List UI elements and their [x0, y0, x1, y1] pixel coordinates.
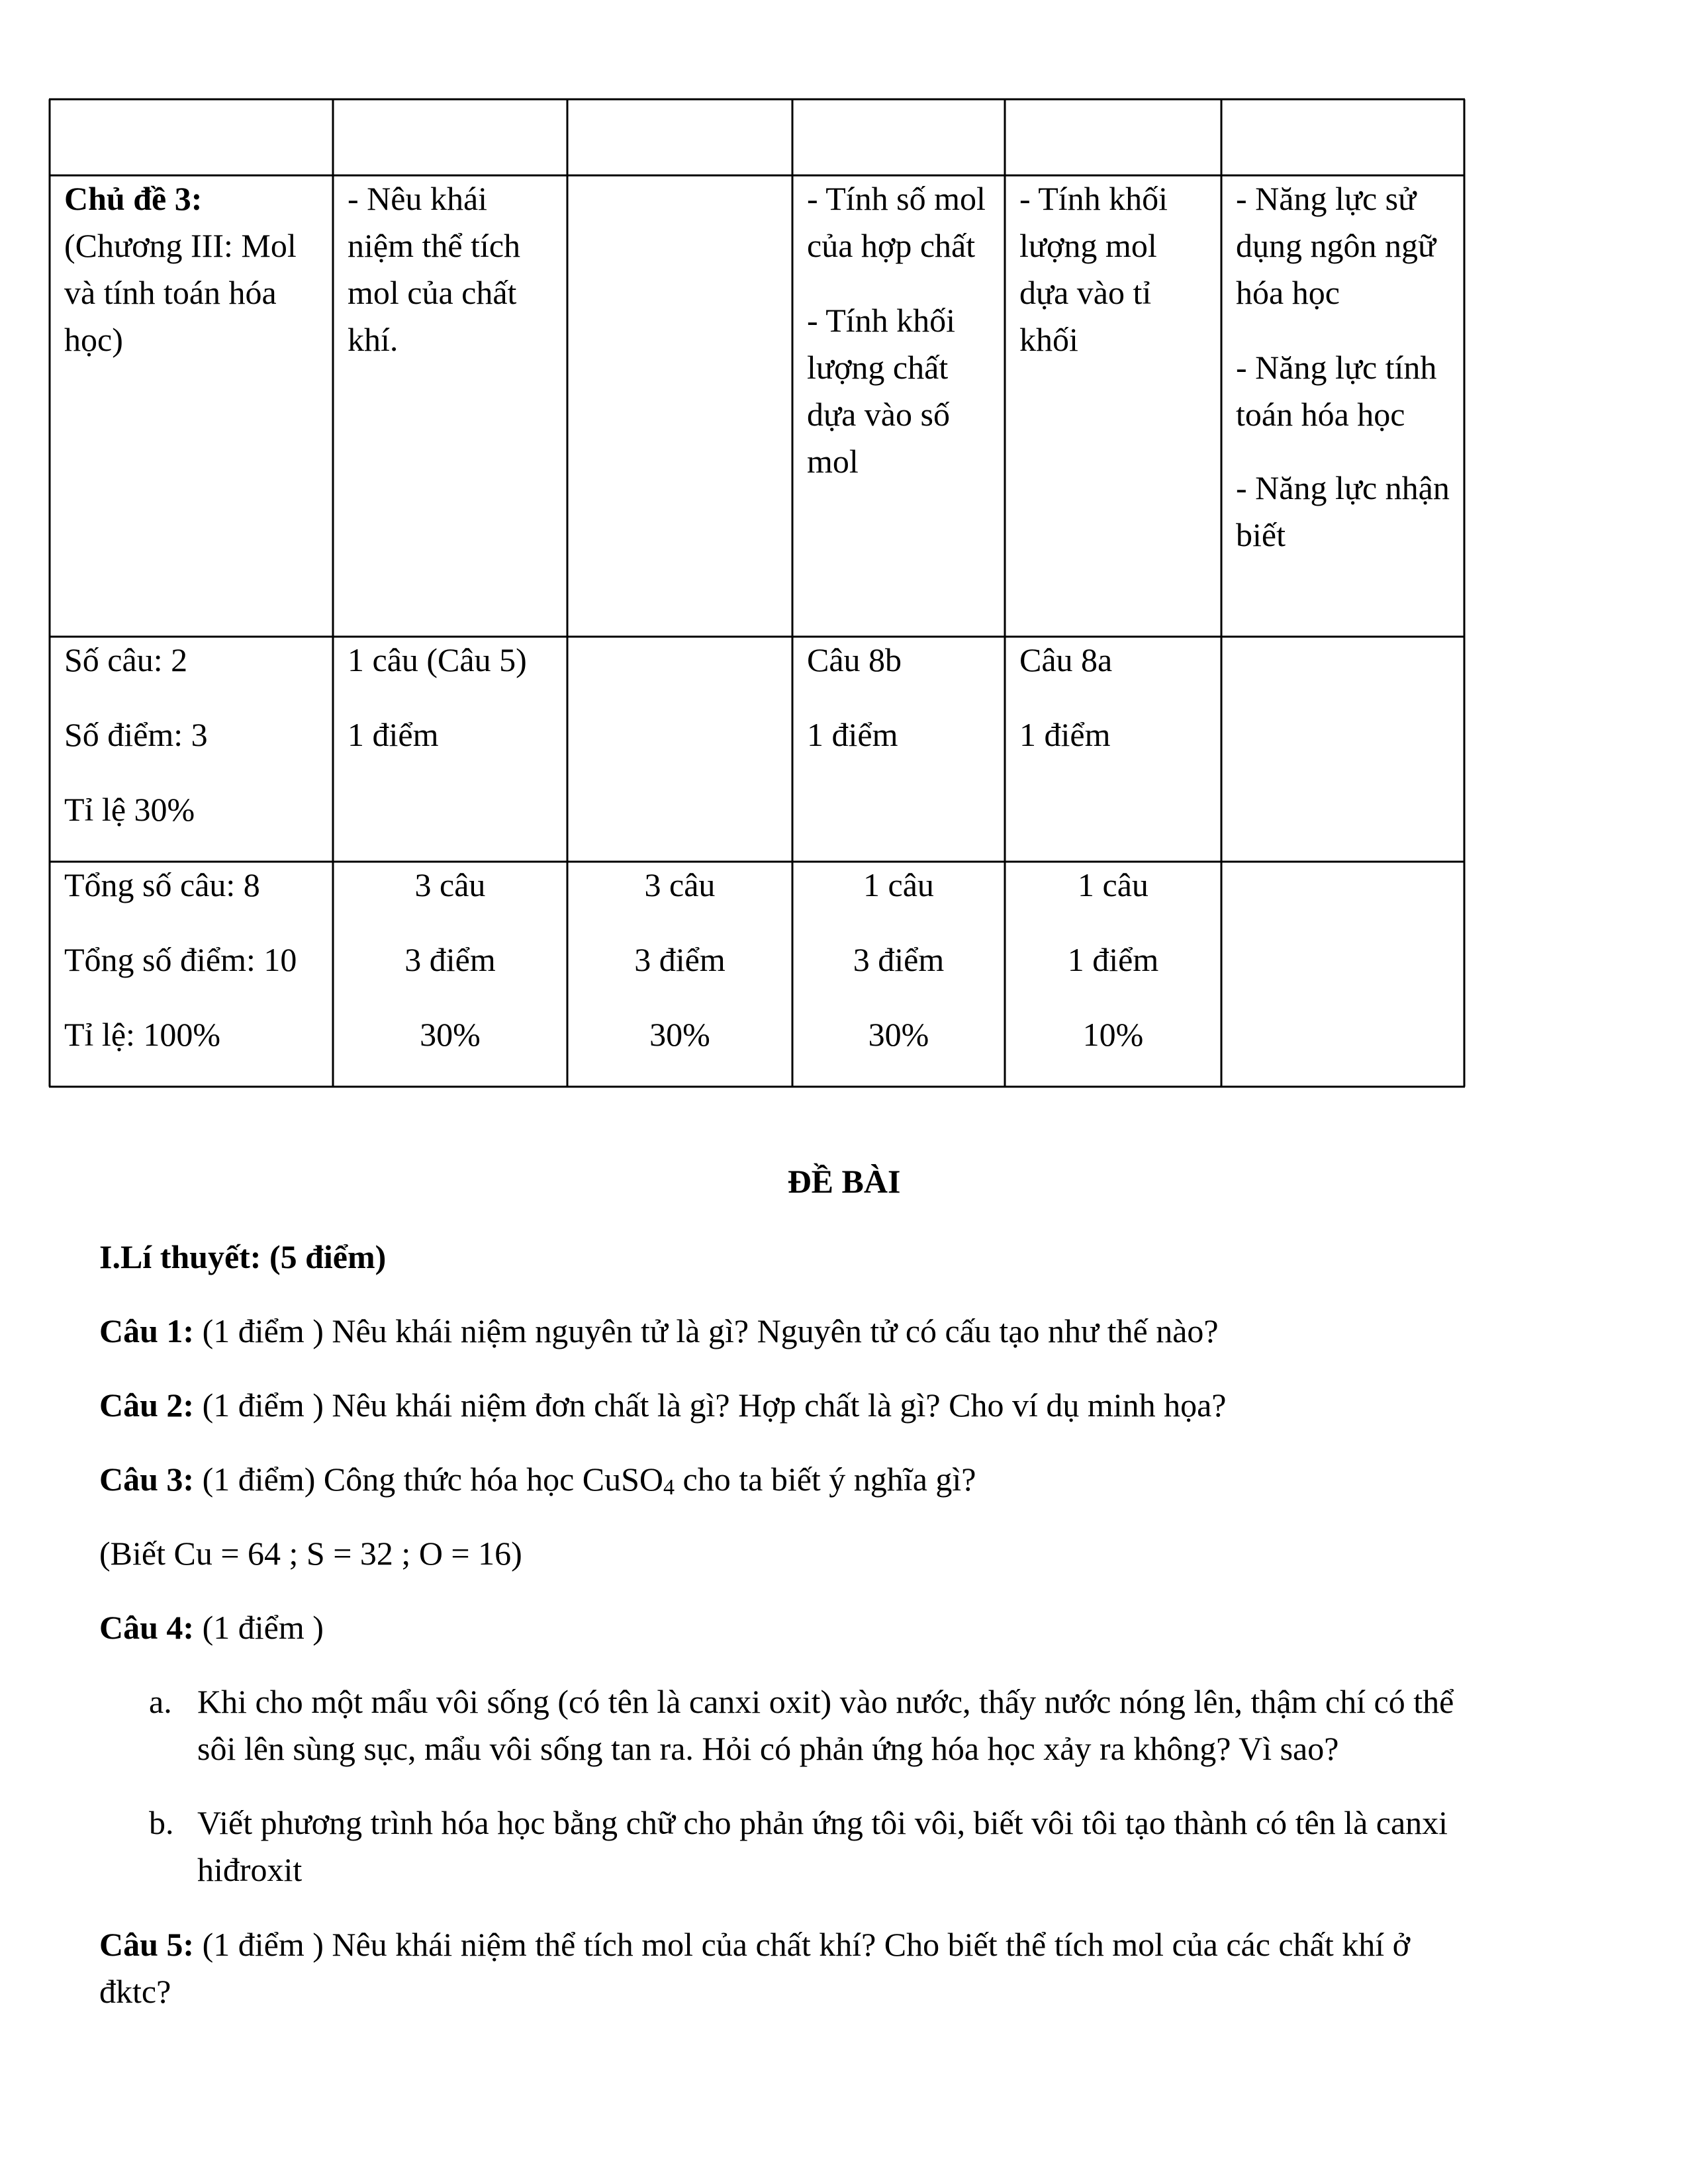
question-ref: Câu 8b — [807, 641, 902, 678]
competence-item: - Năng lực nhận biết — [1236, 469, 1450, 553]
total-score: Tổng số điểm: 10 — [64, 941, 297, 978]
total-ratio: 30% — [649, 1016, 710, 1053]
total-questions: 1 câu — [863, 866, 934, 903]
question-text: (1 điểm ) Nêu khái niệm thể tích mol của chất khí? Cho biết thể tích mol của các chất khí ở — [194, 1926, 1411, 1963]
count-summary-cell — [64, 637, 329, 833]
question-label: Câu 1: — [99, 1312, 195, 1349]
topic-description: (Chương III: Mol và tính toán hóa học) — [64, 227, 297, 358]
question-3 — [99, 1456, 976, 1503]
list-marker-b: b. — [149, 1804, 174, 1841]
question-1 — [99, 1308, 1219, 1355]
count-knowledge-cell — [348, 637, 566, 758]
topic-apply-cell — [807, 175, 999, 485]
question-4a — [197, 1678, 1574, 1772]
total-score: 1 điểm — [1067, 941, 1159, 978]
total-questions: 3 câu — [414, 866, 486, 903]
question-5-continued: đktc? — [99, 1973, 171, 2010]
question-text: (1 điểm ) — [194, 1609, 324, 1646]
question-line: Khi cho một mẩu vôi sống (có tên là canxi oxit) vào nước, thấy nước nóng lên, thậm chí có thể — [197, 1683, 1454, 1720]
total-score: 3 điểm — [404, 941, 496, 978]
total-ratio: 10% — [1082, 1016, 1144, 1053]
question-text: (1 điểm ) Nêu khái niệm đơn chất là gì? Hợp chất là gì? Cho ví dụ minh họa? — [194, 1387, 1227, 1424]
total-knowledge-cell — [333, 862, 567, 1058]
question-label: Câu 5: — [99, 1926, 195, 1963]
question-4 — [99, 1604, 324, 1651]
topic-cell — [64, 175, 322, 363]
question-3-note: (Biết Cu = 64 ; S = 32 ; O = 16) — [99, 1535, 522, 1572]
score: 1 điểm — [1019, 716, 1111, 753]
total-questions: 1 câu — [1078, 866, 1149, 903]
question-label: Câu 4: — [99, 1609, 195, 1646]
total-summary-cell — [64, 862, 332, 1058]
score: 1 điểm — [807, 716, 898, 753]
question-2 — [99, 1382, 1227, 1429]
topic-knowledge-cell — [348, 175, 559, 363]
competence-item: - Năng lực tính toán hóa học — [1236, 349, 1437, 433]
total-ratio: Tỉ lệ: 100% — [64, 1016, 221, 1053]
question-line: sôi lên sùng sục, mẩu vôi sống tan ra. Hỏi có phản ứng hóa học xảy ra không? Vì sao? — [197, 1730, 1339, 1767]
total-ratio: 30% — [868, 1016, 929, 1053]
topic-competence-cell — [1236, 175, 1461, 559]
list-marker-a: a. — [149, 1683, 172, 1720]
total-ratio: 30% — [420, 1016, 481, 1053]
score: 1 điểm — [348, 716, 439, 753]
question-count: Số câu: 2 — [64, 641, 188, 678]
question-text: (1 điểm ) Nêu khái niệm nguyên tử là gì? Nguyên tử có cấu tạo như thế nào? — [194, 1312, 1219, 1349]
competence-item: - Năng lực sử dụng ngôn ngữ hóa học — [1236, 180, 1436, 311]
question-label: Câu 3: — [99, 1461, 195, 1498]
question-text: (1 điểm) Công thức hóa học CuSO — [194, 1461, 664, 1498]
topic-label: Chủ đề 3: — [64, 180, 203, 217]
question-5 — [99, 1921, 1410, 1968]
total-score: 3 điểm — [634, 941, 726, 978]
topic-high-apply-cell — [1019, 175, 1211, 363]
question-label: Câu 2: — [99, 1387, 195, 1424]
total-questions: Tổng số câu: 8 — [64, 866, 260, 903]
section-theory-heading — [99, 1234, 386, 1281]
subscript: 4 — [663, 1475, 675, 1500]
total-understanding-cell — [567, 862, 792, 1058]
question-text-end: cho ta biết ý nghĩa gì? — [675, 1461, 976, 1498]
count-apply-cell — [807, 637, 999, 758]
score-count: Số điểm: 3 — [64, 716, 208, 753]
ratio: Tỉ lệ 30% — [64, 791, 195, 828]
question-line: hiđroxit — [197, 1851, 303, 1888]
high-apply-item: - Tính khối lượng mol dựa vào tỉ khối — [1019, 180, 1168, 358]
total-high-apply-cell — [1005, 862, 1221, 1058]
total-apply-cell — [792, 862, 1005, 1058]
total-score: 3 điểm — [853, 941, 945, 978]
exam-title: ĐỀ BÀI — [787, 1163, 901, 1200]
apply-item: - Tính số mol của hợp chất — [807, 180, 986, 264]
section-heading-text: I.Lí thuyết: (5 điểm) — [99, 1238, 387, 1275]
question-ref: Câu 8a — [1019, 641, 1113, 678]
count-high-apply-cell — [1019, 637, 1211, 758]
question-ref: 1 câu (Câu 5) — [348, 641, 527, 678]
total-questions: 3 câu — [644, 866, 716, 903]
knowledge-item: - Nêu khái niệm thể tích mol của chất khí. — [348, 180, 521, 358]
apply-item: - Tính khối lượng chất dựa vào số mol — [807, 302, 956, 480]
question-line: Viết phương trình hóa học bằng chữ cho phản ứng tôi vôi, biết vôi tôi tạo thành có tên là canxi — [197, 1804, 1448, 1841]
question-4b — [197, 1799, 1574, 1893]
